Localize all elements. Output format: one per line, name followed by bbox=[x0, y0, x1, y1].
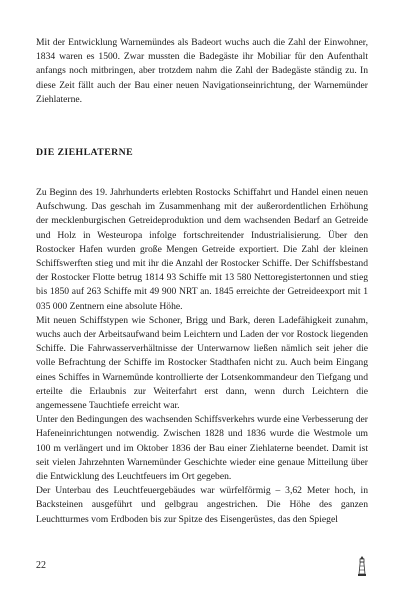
page-number: 22 bbox=[36, 560, 46, 571]
body-paragraph-3: Unter den Bedingungen des wachsenden Schiffsverkehrs wurde eine Verbesserung der Hafeneinrichtungen notwendig. Zwischen 1828 und 1836 wurde die Westmole um 100 m verlängert und im Oktober 1836 der Bau einer Ziehlaterne beendet. Damit ist seit vielen Jahrzehnten Warnemünder Geschichte wieder eine genaue Mitteilung über die Entwicklung des Leuchtfeuers im Ort gegeben. bbox=[36, 414, 368, 483]
body-paragraph-4: Der Unterbau des Leuchtfeuergebäudes war würfelförmig – 3,62 Meter hoch, in Backsteinen ausgeführt und gelbgrau angestrichen. Die Höhe des ganzen Leuchtturmes vom Erdboden bis zur Spitze des Eisengerüstes, das den Spiegel bbox=[36, 485, 368, 525]
section-body bbox=[36, 186, 368, 527]
intro-paragraph: Mit der Entwicklung Warnemündes als Badeort wuchs auch die Zahl der Einwohner, 1834 waren es 1500. Zwar mussten die Badegäste ihr Mobiliar für den Aufenthalt anfangs noch mitbringen, aber trotzdem nahm die Zahl der Badegäste ständig zu. In diese Zeit fällt auch der Bau einer neuen Navigationseinrichtung, der Warnemünder Ziehlaterne. bbox=[36, 37, 368, 105]
intro-block bbox=[36, 36, 368, 107]
body-paragraph-2: Mit neuen Schiffstypen wie Schoner, Brigg und Bark, deren Ladefähigkeit zunahm, wuchs auch der Arbeitsaufwand beim Leichtern und Laden der vor Rostock liegenden Schiffe. Die Fahrwasserverhältnisse der Unterwarnow ließen nämlich seit jeher die volle Befrachtung der Schiffe im Rostocker Stadthafen nicht zu. Auch beim Eingang eines Schiffes in Warnemünde kontrollierte der Lotsenkommandeur den Tiefgang und erteilte die Erlaubnis zur Weiterfahrt erst dann, wenn durch Leichtern die angemessene Tauchtiefe erreicht war. bbox=[36, 314, 368, 412]
section-heading: DIE ZIEHLATERNE bbox=[36, 147, 134, 158]
body-paragraph-1: Zu Beginn des 19. Jahrhunderts erlebten Rostocks Schiffahrt und Handel einen neuen Aufschwung. Das geschah im Zusammenhang mit der außerordentlichen Erhöhung der mecklenburgischen Getreideproduktion und dem wachsenden Bedarf an Getreide und Holz in Westeuropa infolge fortschreitender Industrialisierung. Über den Rostocker Hafen wurden große Mengen Getreide exportiert. Die Zahl der kleinen Schiffswerften stieg und mit ihr die Anzahl der Rostocker Schiffe. Der Schiffsbestand der Rostocker Flotte betrug 1814 93 Schiffe mit 13 580 Nettoregistertonnen und stieg bis 1850 auf 263 Schiffe mit 49 900 NRT an. 1845 erreichte der Getreideexport mit 1 035 000 Zentnern eine absolute Höhe. bbox=[36, 187, 368, 312]
lighthouse-icon bbox=[356, 555, 368, 577]
